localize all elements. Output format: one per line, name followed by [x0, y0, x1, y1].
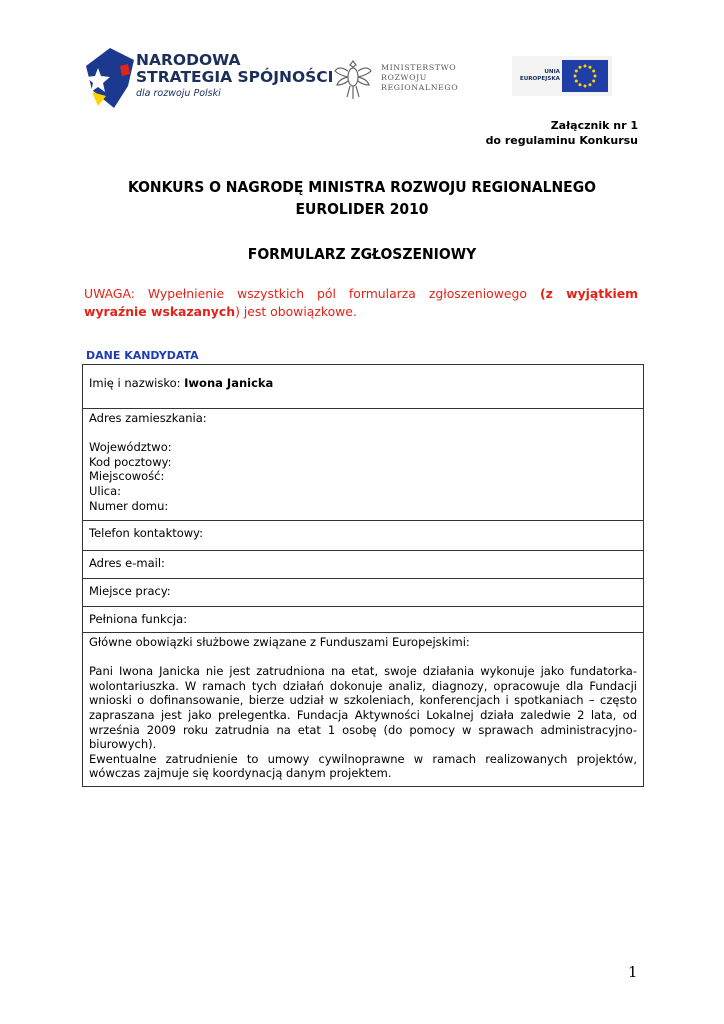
- duties-text: Pani Iwona Janicka nie jest zatrudniona na etat, swoje działania wykonuje jako fundatorka-wolontariuszka. W ramach tych działań dokonuje analiz, diagnozy, opracowuje dla Fundacji wnioski o dofinansowanie, bierze udział w szkoleniach, konferencjach i spotkaniach – często zapraszana jest jako prelegentka. Fundacja Aktywności Lokalnej działa zaledwie 2 lata, od września 2009 roku zatrudnia na etat 1 osobę (do pomocy w sprawach administracyjno-biurowych).: [89, 664, 637, 752]
- warning-prefix: UWAGA: Wypełnienie wszystkich pól formularza zgłoszeniowego: [84, 286, 540, 301]
- eu-flag-icon: [562, 60, 608, 92]
- contest-title: [0, 176, 724, 220]
- nss-logo-line3: dla rozwoju Polski: [136, 88, 221, 99]
- email-row: [83, 551, 644, 579]
- contest-title-line2: EUROLIDER 2010: [295, 200, 429, 218]
- postal-code-label: Kod pocztowy:: [89, 454, 172, 469]
- workplace-row: [83, 579, 644, 607]
- name-row: [83, 365, 644, 409]
- ministry-logo: [333, 57, 473, 101]
- ministry-logo-line3: REGIONALNEGO: [381, 83, 459, 92]
- address-cell: [83, 409, 644, 521]
- phone-cell: [83, 521, 644, 551]
- nss-star-icon: [84, 46, 136, 110]
- ministry-logo-line1: MINISTERSTWO: [381, 63, 457, 72]
- warning-bold: (z wyjątkiem wyraźnie wskazanych: [84, 286, 639, 319]
- voivodeship-label: Województwo:: [89, 440, 172, 455]
- duties-text-2: Ewentualne zatrudnienie to umowy cywilnoprawne w ramach realizowanych projektów, wówczas zajmuje się koordynacją danym projektem.: [89, 751, 637, 781]
- warning-notice: [84, 285, 638, 321]
- candidate-form-table: [82, 364, 644, 787]
- annex-line1: Załącznik nr 1: [550, 119, 638, 132]
- contest-title-line1: KONKURS O NAGRODĘ MINISTRA ROZWOJU REGIONALNEGO: [127, 178, 597, 196]
- email-label: Adres e-mail:: [89, 556, 165, 570]
- email-cell: [83, 551, 644, 579]
- form-title: FORMULARZ ZGŁOSZENIOWY: [247, 245, 477, 263]
- ministry-logo-line2: ROZWOJU: [381, 73, 427, 82]
- nss-logo: [84, 46, 334, 110]
- workplace-label: Miejsce pracy:: [89, 584, 171, 598]
- name-label: Imię i nazwisko:: [89, 376, 185, 390]
- duties-cell: [83, 633, 644, 787]
- nss-logo-line1: NARODOWA: [136, 51, 241, 69]
- warning-suffix: ) jest obowiązkowe.: [235, 304, 357, 319]
- city-label: Miejscowość:: [89, 469, 165, 484]
- street-label: Ulica:: [89, 483, 122, 498]
- eu-logo-line1: UNIA: [544, 69, 560, 75]
- address-row: [83, 409, 644, 521]
- address-label: Adres zamieszkania:: [89, 411, 207, 425]
- position-label: Pełniona funkcja:: [89, 612, 188, 626]
- eu-logo: [512, 56, 612, 96]
- annex-line2: do regulaminu Konkursu: [485, 134, 638, 147]
- duties-label: Główne obowiązki służbowe związane z Funduszami Europejskimi:: [89, 635, 470, 649]
- duties-row: [83, 633, 644, 787]
- position-cell: [83, 607, 644, 633]
- nss-logo-line2: STRATEGIA SPÓJNOŚCI: [136, 68, 334, 86]
- section-title: DANE KANDYDATA: [86, 349, 199, 362]
- workplace-cell: [83, 579, 644, 607]
- name-cell: [83, 365, 644, 409]
- page-number: 1: [628, 963, 638, 981]
- phone-label: Telefon kontaktowy:: [89, 526, 204, 540]
- annex-note: [486, 118, 638, 148]
- eu-logo-line2: EUROPEJSKA: [519, 76, 560, 82]
- phone-row: [83, 521, 644, 551]
- house-number-label: Numer domu:: [89, 498, 169, 513]
- name-value: Iwona Janicka: [184, 376, 274, 390]
- position-row: [83, 607, 644, 633]
- eagle-emblem-icon: [333, 57, 373, 101]
